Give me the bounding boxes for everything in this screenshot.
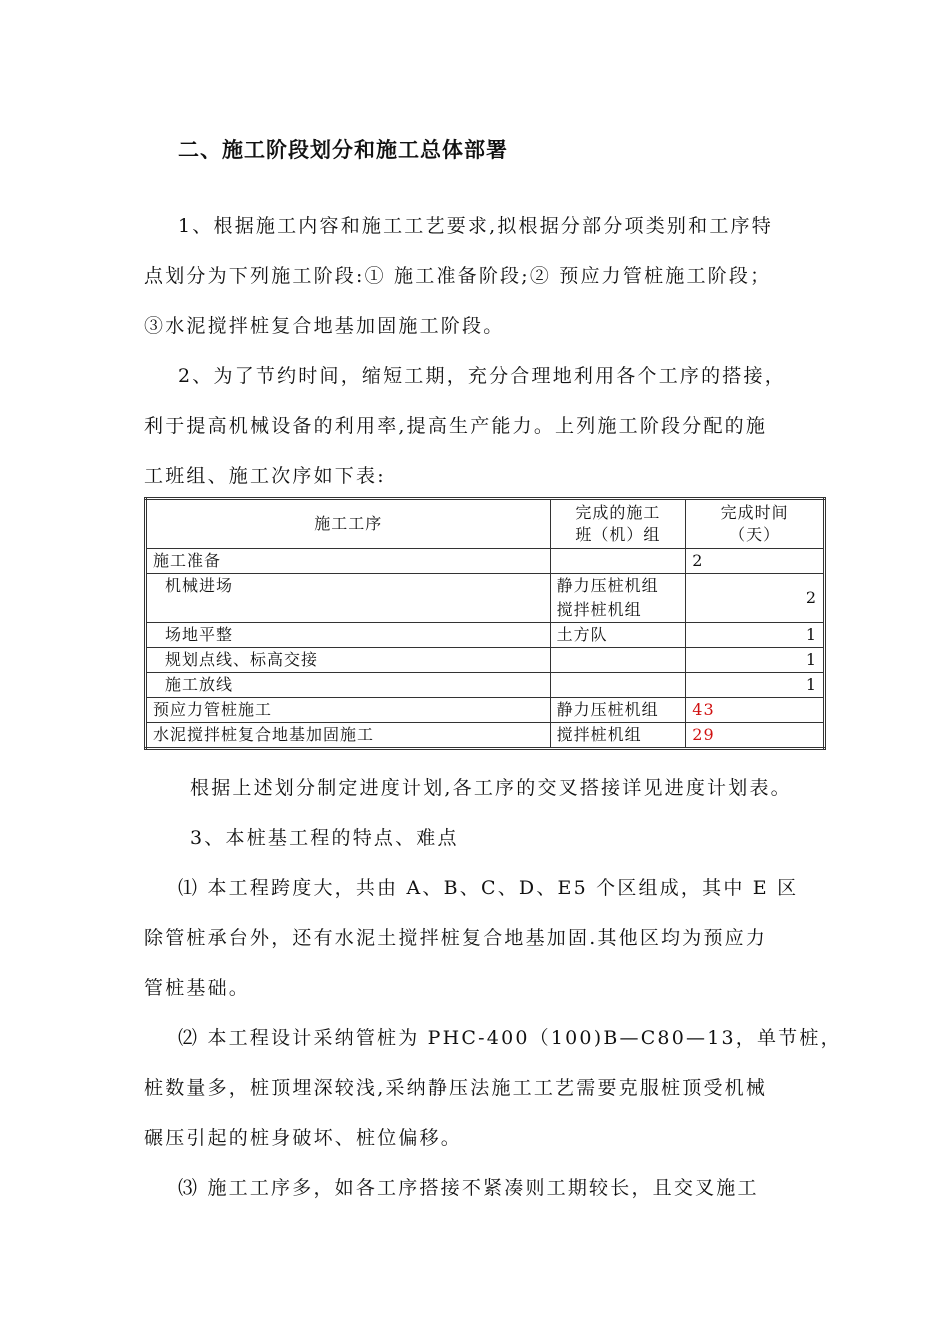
cell-days: 2 — [686, 549, 825, 574]
cell-days: 1 — [686, 648, 825, 673]
para1-line2: 点划分为下列施工阶段:① 施工准备阶段;② 预应力管桩施工阶段； — [144, 265, 772, 287]
table-row — [146, 623, 825, 648]
header-team — [550, 499, 686, 549]
table-header-row — [146, 499, 825, 549]
para1-line1: 1、根据施工内容和施工工艺要求,拟根据分部分项类别和工序特 — [178, 215, 773, 237]
cell-team — [550, 648, 686, 673]
header-time-line2: （天） — [729, 525, 781, 544]
cell-process: 机械进场 — [146, 574, 551, 623]
after-table-text: 根据上述划分制定进度计划,各工序的交叉搭接详见进度计划表。 — [190, 777, 792, 799]
table-row — [146, 698, 825, 723]
table-row — [146, 648, 825, 673]
cell-team — [550, 549, 686, 574]
table-row — [146, 574, 825, 623]
cell-team: 搅拌桩机组 — [550, 723, 686, 749]
cell-days: 29 — [686, 723, 825, 749]
header-team-line2: 班（机）组 — [575, 525, 661, 544]
cell-team-line2: 搅拌桩机组 — [556, 600, 642, 619]
para2-line3: 工班组、施工次序如下表: — [144, 465, 386, 487]
cell-process: 水泥搅拌桩复合地基加固施工 — [146, 723, 551, 749]
cell-process: 施工放线 — [146, 673, 551, 698]
para2-line1: 2、为了节约时间，缩短工期，充分合理地利用各个工序的搭接， — [178, 365, 786, 387]
cell-team-line1: 静力压桩机组 — [556, 576, 659, 595]
point1-line2: 除管桩承台外，还有水泥土搅拌桩复合地基加固.其他区均为预应力 — [144, 927, 768, 949]
cell-process: 施工准备 — [146, 549, 551, 574]
point2-line2: 桩数量多，桩顶埋深较浅,采纳静压法施工工艺需要克服桩顶受机械 — [144, 1077, 768, 1099]
section-title: 二、施工阶段划分和施工总体部署 — [178, 137, 508, 162]
cell-days: 1 — [686, 673, 825, 698]
header-time-line1: 完成时间 — [720, 503, 789, 522]
point2-line1: ⑵ 本工程设计采纳管桩为 PHC-400（100)B—C80—13，单节桩， — [178, 1027, 842, 1049]
cell-team: 静力压桩机组 — [550, 698, 686, 723]
point1-line3: 管桩基础。 — [144, 977, 251, 999]
para2-line2: 利于提高机械设备的利用率,提高生产能力。上列施工阶段分配的施 — [144, 415, 768, 437]
cell-days: 2 — [686, 574, 825, 623]
cell-process: 场地平整 — [146, 623, 551, 648]
para1-line3: ③水泥搅拌桩复合地基加固施工阶段。 — [144, 315, 505, 337]
cell-process: 预应力管桩施工 — [146, 698, 551, 723]
header-process: 施工工序 — [146, 499, 551, 549]
table-row — [146, 673, 825, 698]
header-time — [686, 499, 825, 549]
cell-days: 1 — [686, 623, 825, 648]
point1-line1: ⑴ 本工程跨度大，共由 A、B、C、D、E5 个区组成，其中 E 区 — [178, 877, 799, 899]
cell-process: 规划点线、标高交接 — [146, 648, 551, 673]
cell-team — [550, 574, 686, 623]
table-row — [146, 723, 825, 749]
cell-days: 43 — [686, 698, 825, 723]
construction-schedule-table — [144, 497, 826, 750]
table-row — [146, 549, 825, 574]
cell-team: 土方队 — [550, 623, 686, 648]
point2-line3: 碾压引起的桩身破坏、桩位偏移。 — [144, 1127, 463, 1149]
header-team-line1: 完成的施工 — [575, 503, 661, 522]
subsection-3-title: 3、本桩基工程的特点、难点 — [190, 827, 459, 849]
cell-team — [550, 673, 686, 698]
point3-line1: ⑶ 施工工序多，如各工序搭接不紧凑则工期较长，且交叉施工 — [178, 1177, 759, 1199]
